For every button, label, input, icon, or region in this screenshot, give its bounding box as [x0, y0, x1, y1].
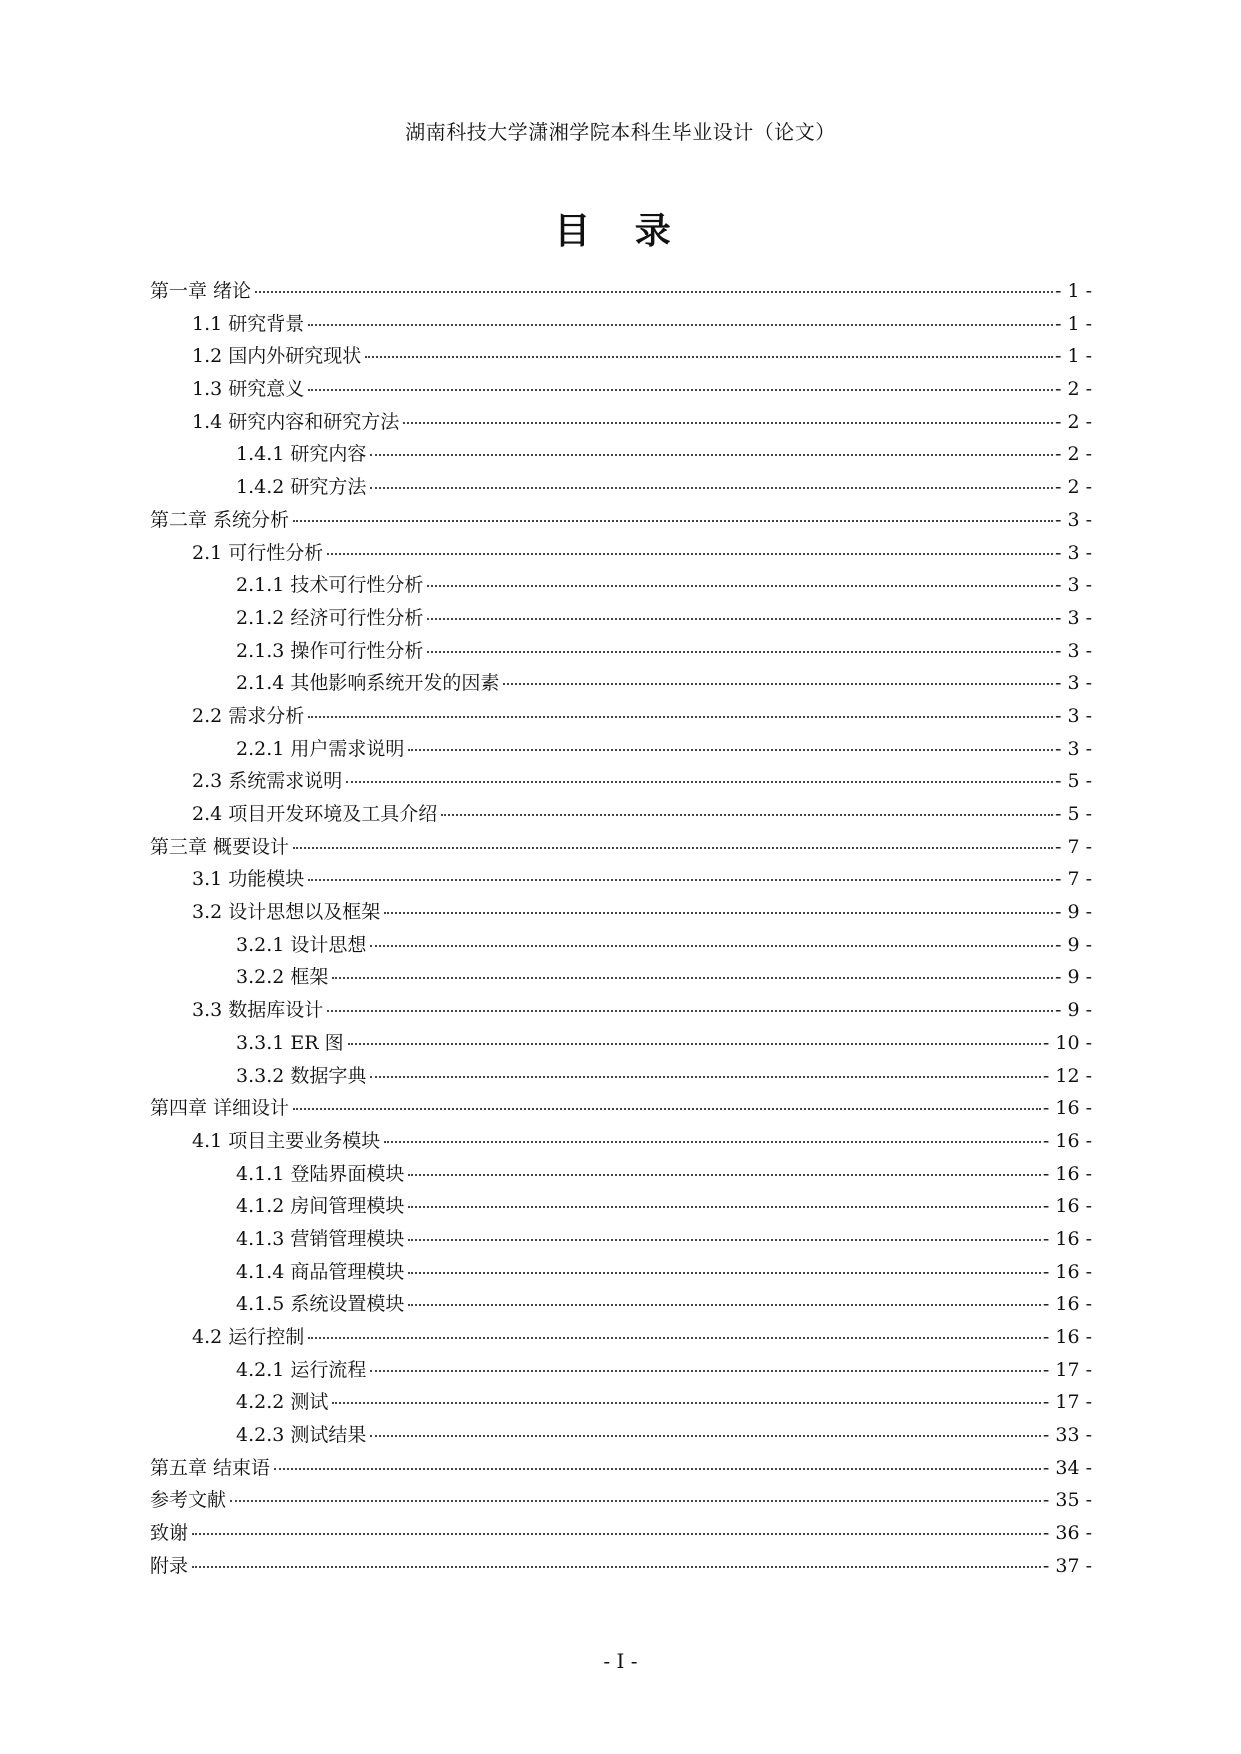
toc-dot-leader — [408, 1220, 1041, 1241]
toc-entry-label: 第四章 详细设计 — [150, 1097, 290, 1120]
toc-entry-label: 2.1 可行性分析 — [192, 541, 324, 564]
toc-entry-label: 参考文献 — [150, 1489, 227, 1512]
toc-dot-leader — [293, 501, 1053, 522]
toc-entry-page: - 17 - — [1042, 1358, 1092, 1381]
toc-entry-page: - 3 - — [1054, 606, 1092, 629]
toc-entry[interactable] — [150, 1551, 1092, 1584]
toc-dot-leader — [308, 305, 1053, 326]
toc-entry-label: 4.1.5 系统设置模块 — [236, 1293, 405, 1316]
toc-entry-page: - 12 - — [1042, 1064, 1092, 1087]
toc-dot-leader — [255, 272, 1053, 293]
toc-dot-leader — [503, 664, 1053, 685]
toc-entry-label: 4.2.1 运行流程 — [236, 1358, 367, 1381]
toc-dot-leader — [408, 1253, 1041, 1274]
toc-entry-label: 1.4 研究内容和研究方法 — [192, 410, 400, 433]
toc-dot-leader — [408, 1155, 1041, 1176]
toc-entry-page: - 7 - — [1054, 868, 1092, 891]
toc-entry-label: 3.3.2 数据字典 — [236, 1064, 367, 1087]
toc-entry-label: 1.4.2 研究方法 — [236, 476, 367, 499]
toc-entry-label: 1.4.1 研究内容 — [236, 443, 367, 466]
toc-entry-label: 4.2.2 测试 — [236, 1391, 329, 1414]
toc-entry-page: - 16 - — [1042, 1129, 1092, 1152]
toc-entry-page: - 2 - — [1054, 443, 1092, 466]
toc-entry-label: 2.1.1 技术可行性分析 — [236, 574, 424, 597]
toc-entry-page: - 16 - — [1042, 1227, 1092, 1250]
toc-entry-label: 4.2.3 测试结果 — [236, 1424, 367, 1447]
toc-entry-page: - 1 - — [1054, 312, 1092, 335]
toc-entry-label: 3.2 设计思想以及框架 — [192, 901, 381, 924]
toc-entry-page: - 16 - — [1042, 1162, 1092, 1185]
toc-entry-label: 4.1 项目主要业务模块 — [192, 1129, 381, 1152]
toc-entry-page: - 16 - — [1042, 1293, 1092, 1316]
toc-dot-leader — [192, 1514, 1041, 1535]
toc-entry-page: - 3 - — [1054, 704, 1092, 727]
toc-dot-leader — [346, 762, 1053, 783]
toc-dot-leader — [332, 958, 1053, 979]
toc-entry-page: - 3 - — [1054, 541, 1092, 564]
toc-entry-page: - 10 - — [1042, 1031, 1092, 1054]
toc-dot-leader — [293, 1089, 1041, 1110]
toc-entry-page: - 17 - — [1042, 1391, 1092, 1414]
toc-dot-leader — [384, 1122, 1041, 1143]
toc-dot-leader — [370, 1351, 1041, 1372]
toc-entry-page: - 33 - — [1042, 1424, 1092, 1447]
toc-entry-page: - 5 - — [1054, 803, 1092, 825]
toc-dot-leader — [308, 370, 1053, 391]
toc-entry-page: - 3 - — [1054, 508, 1092, 531]
toc-entry-label: 致谢 — [150, 1522, 189, 1545]
page-title: 目 录 — [554, 211, 687, 252]
toc-entry-label: 1.1 研究背景 — [192, 312, 305, 335]
toc-entry-page: - 2 - — [1054, 410, 1092, 433]
toc-dot-leader — [370, 1416, 1041, 1437]
toc-dot-leader — [192, 1547, 1041, 1568]
toc-dot-leader — [370, 1057, 1041, 1078]
toc-entry-page: - 3 - — [1054, 737, 1092, 760]
toc-entry-label: 4.2 运行控制 — [192, 1326, 305, 1348]
toc-entry-page: - 37 - — [1042, 1554, 1092, 1577]
toc-entry-page: - 7 - — [1054, 835, 1092, 858]
toc-dot-leader — [293, 828, 1053, 849]
toc-dot-leader — [427, 566, 1053, 587]
toc-entry-page: - 2 - — [1054, 378, 1092, 401]
toc-entry-label: 4.1.3 营销管理模块 — [236, 1227, 405, 1250]
toc-entry-label: 3.3 数据库设计 — [192, 999, 324, 1022]
toc-entry-page: - 9 - — [1054, 999, 1092, 1022]
toc-dot-leader — [327, 534, 1053, 555]
toc-dot-leader — [348, 1024, 1041, 1045]
toc-dot-leader — [403, 403, 1053, 424]
toc-dot-leader — [308, 1318, 1041, 1339]
toc-entry-page: - 1 - — [1054, 280, 1092, 302]
toc-dot-leader — [230, 1481, 1041, 1502]
toc-entry-label: 2.3 系统需求说明 — [192, 770, 343, 793]
toc-entry-page: - 36 - — [1042, 1522, 1092, 1545]
toc-dot-leader — [408, 1187, 1041, 1208]
toc-entry-page: - 9 - — [1054, 933, 1092, 956]
toc-entry-label: 3.2.2 框架 — [236, 966, 329, 989]
page-number: - I - — [603, 1649, 638, 1673]
toc-dot-leader — [384, 893, 1053, 914]
toc-entry-label: 3.3.1 ER 图 — [236, 1031, 344, 1054]
toc-entry-page: - 2 - — [1054, 476, 1092, 499]
toc-entry-label: 第一章 绪论 — [150, 280, 252, 302]
toc-entry-label: 2.1.2 经济可行性分析 — [236, 606, 424, 629]
toc-dot-leader — [427, 599, 1053, 620]
toc-entry-page: - 16 - — [1042, 1260, 1092, 1283]
toc-entry-label: 2.2 需求分析 — [192, 704, 305, 727]
toc-entry-page: - 16 - — [1042, 1195, 1092, 1218]
toc-entry-label: 1.3 研究意义 — [192, 378, 305, 401]
toc-dot-leader — [370, 468, 1053, 489]
toc-dot-leader — [427, 632, 1053, 653]
toc-entry-label: 4.1.4 商品管理模块 — [236, 1260, 405, 1283]
toc-entry-page: - 1 - — [1054, 345, 1092, 368]
toc-entry-label: 第三章 概要设计 — [150, 835, 290, 858]
toc-entry-page: - 3 - — [1054, 639, 1092, 662]
toc-entry-page: - 16 - — [1042, 1326, 1092, 1348]
toc-entry-page: - 9 - — [1054, 901, 1092, 924]
toc-entry-page: - 9 - — [1054, 966, 1092, 989]
toc-entry-label: 2.1.3 操作可行性分析 — [236, 639, 424, 662]
toc-entry-label: 3.1 功能模块 — [192, 868, 305, 891]
toc-entry-page: - 5 - — [1054, 770, 1092, 793]
toc-entry-label: 1.2 国内外研究现状 — [192, 345, 362, 368]
toc-entry-page: - 35 - — [1042, 1489, 1092, 1512]
toc-dot-leader — [332, 1383, 1041, 1404]
toc-entry-page: - 3 - — [1054, 672, 1092, 695]
toc-entry-label: 2.4 项目开发环境及工具介绍 — [192, 803, 438, 825]
toc-entry-page: - 3 - — [1054, 574, 1092, 597]
toc-dot-leader — [308, 860, 1053, 881]
toc-entry-label: 3.2.1 设计思想 — [236, 933, 367, 956]
table-of-contents — [150, 276, 1092, 1584]
toc-dot-leader — [370, 926, 1053, 947]
toc-dot-leader — [408, 1285, 1041, 1306]
toc-entry-label: 第二章 系统分析 — [150, 508, 290, 531]
toc-dot-leader — [408, 730, 1053, 751]
toc-dot-leader — [308, 697, 1053, 718]
toc-entry-page: - 16 - — [1042, 1097, 1092, 1120]
toc-entry-label: 4.1.1 登陆界面模块 — [236, 1162, 405, 1185]
toc-entry-label: 2.2.1 用户需求说明 — [236, 737, 405, 760]
toc-dot-leader — [274, 1449, 1041, 1470]
running-header: 湖南科技大学潇湘学院本科生毕业设计（论文） — [405, 120, 836, 144]
toc-entry-page: - 34 - — [1042, 1456, 1092, 1479]
toc-dot-leader — [365, 337, 1053, 358]
toc-entry-label: 4.1.2 房间管理模块 — [236, 1195, 405, 1218]
toc-entry-label: 第五章 结束语 — [150, 1456, 271, 1479]
toc-entry-label: 2.1.4 其他影响系统开发的因素 — [236, 672, 500, 695]
toc-dot-leader — [441, 795, 1053, 816]
toc-dot-leader — [327, 991, 1053, 1012]
toc-entry-label: 附录 — [150, 1554, 189, 1577]
toc-dot-leader — [370, 435, 1053, 456]
